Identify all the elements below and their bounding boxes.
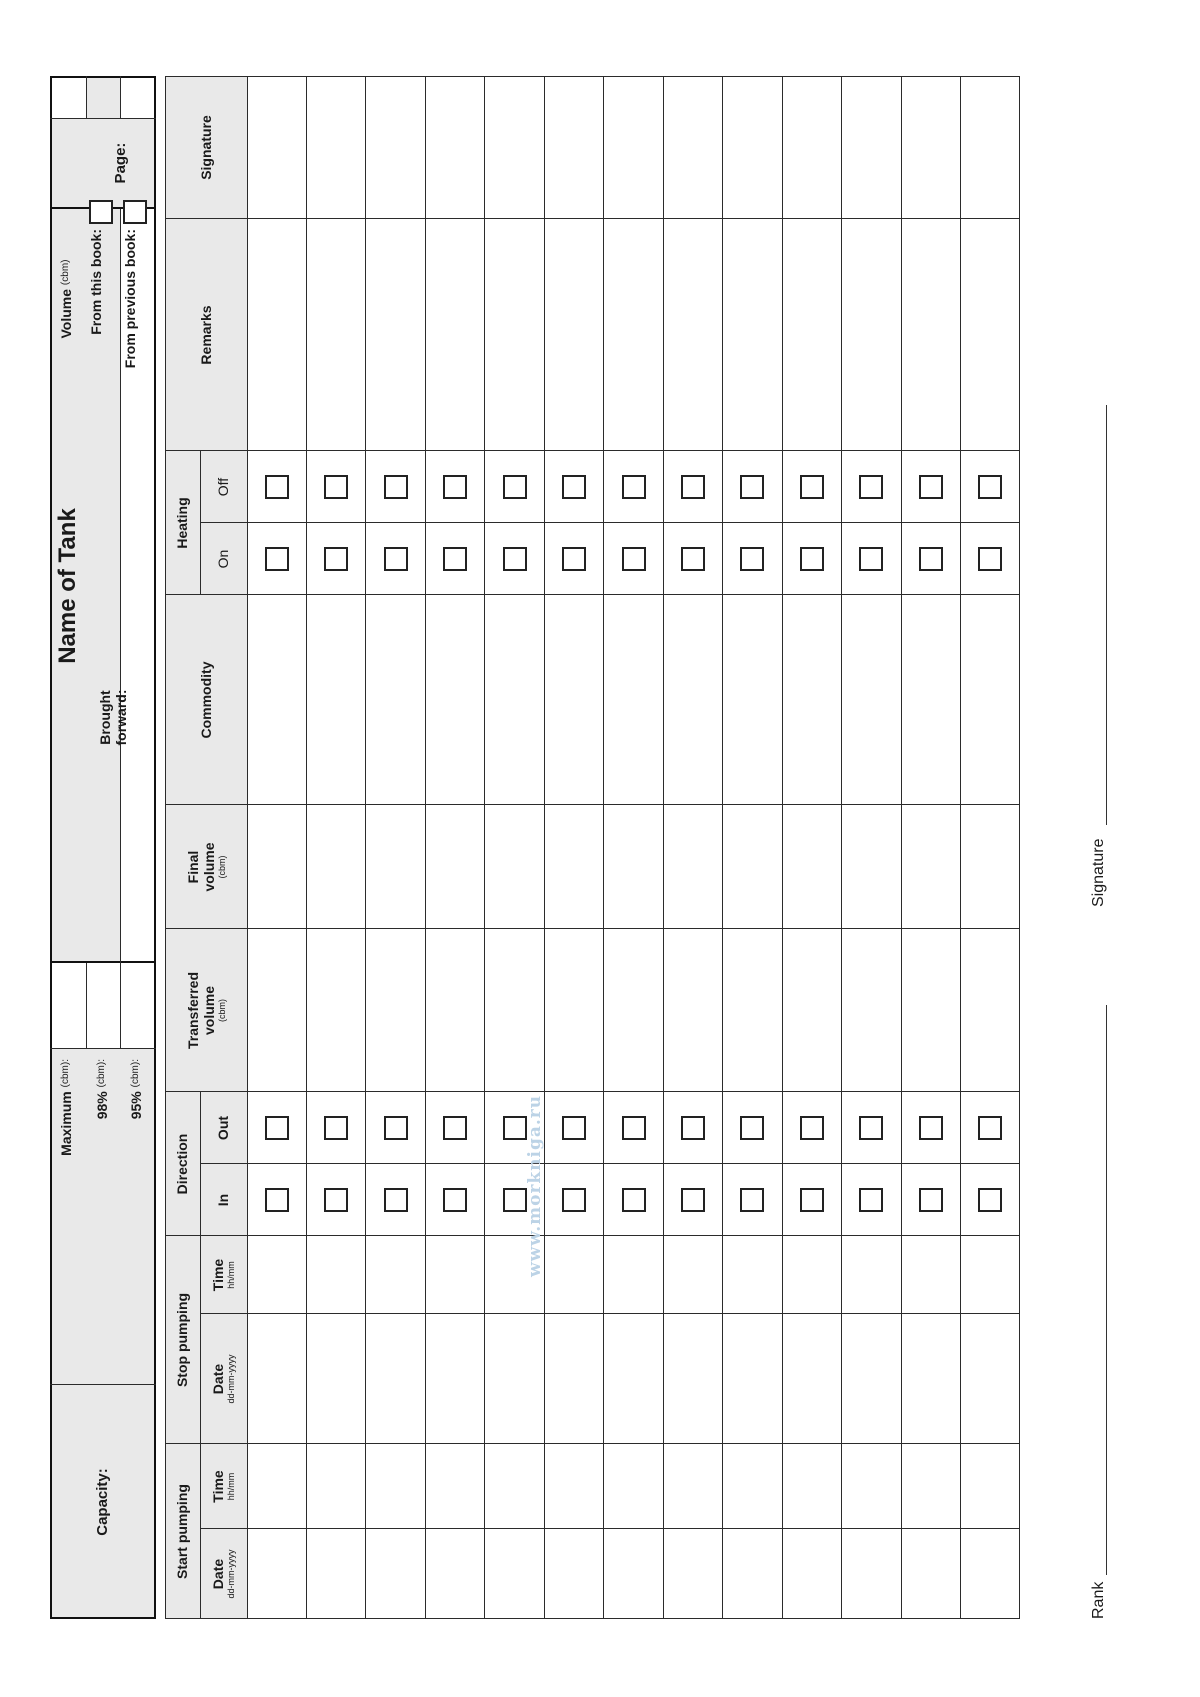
heating-on-checkbox[interactable] (681, 547, 705, 571)
direction-out-header: Out (215, 1115, 232, 1141)
capacity-label: Capacity: (94, 1468, 112, 1536)
direction-out-checkbox[interactable] (443, 1116, 467, 1140)
rank-label: Rank (1090, 1581, 1107, 1619)
start-date-header: Date dd-mm-yyyy (210, 1549, 237, 1599)
heating-on-checkbox[interactable] (800, 547, 824, 571)
signature-label: Signature (1090, 838, 1107, 907)
heating-off-checkbox[interactable] (265, 475, 289, 499)
heating-off-checkbox[interactable] (562, 475, 586, 499)
maximum-label: Maximum (cbm): (57, 1059, 74, 1156)
rank-line[interactable] (1106, 1005, 1107, 1575)
tank-title: Name of Tank (54, 508, 82, 664)
direction-in-checkbox[interactable] (800, 1188, 824, 1212)
direction-out-checkbox[interactable] (800, 1116, 824, 1140)
stop-time-header: Time hh/mm (210, 1258, 237, 1292)
direction-out-checkbox[interactable] (978, 1116, 1002, 1140)
direction-out-checkbox[interactable] (384, 1116, 408, 1140)
heating-off-checkbox[interactable] (800, 475, 824, 499)
signature-header: Signature (197, 115, 214, 180)
direction-out-checkbox[interactable] (740, 1116, 764, 1140)
direction-in-checkbox[interactable] (740, 1188, 764, 1212)
heating-on-checkbox[interactable] (978, 547, 1002, 571)
heating-off-checkbox[interactable] (740, 475, 764, 499)
page-label: Page: (112, 142, 130, 184)
pumping-log-table (165, 76, 1020, 1619)
direction-in-checkbox[interactable] (384, 1188, 408, 1212)
watermark: www.morkniga.ru (525, 1094, 545, 1277)
direction-out-checkbox[interactable] (503, 1116, 527, 1140)
stop-date-header: Date dd-mm-yyyy (210, 1354, 237, 1404)
direction-in-checkbox[interactable] (681, 1188, 705, 1212)
direction-in-header: In (215, 1193, 232, 1207)
direction-out-checkbox[interactable] (324, 1116, 348, 1140)
stop-pumping-header: Stop pumping (174, 1292, 191, 1388)
heating-off-checkbox[interactable] (681, 475, 705, 499)
direction-out-checkbox[interactable] (562, 1116, 586, 1140)
direction-out-checkbox[interactable] (681, 1116, 705, 1140)
heating-on-checkbox[interactable] (265, 547, 289, 571)
heating-off-checkbox[interactable] (324, 475, 348, 499)
direction-in-checkbox[interactable] (324, 1188, 348, 1212)
direction-in-checkbox[interactable] (562, 1188, 586, 1212)
tank-header (50, 76, 156, 1619)
heating-off-checkbox[interactable] (503, 475, 527, 499)
heating-off-checkbox[interactable] (859, 475, 883, 499)
heating-on-checkbox[interactable] (622, 547, 646, 571)
direction-in-checkbox[interactable] (978, 1188, 1002, 1212)
heating-on-checkbox[interactable] (384, 547, 408, 571)
transferred-volume-header: Transferred volume (cbm) (184, 971, 227, 1050)
remarks-header: Remarks (197, 305, 214, 365)
heating-on-checkbox[interactable] (740, 547, 764, 571)
direction-in-checkbox[interactable] (443, 1188, 467, 1212)
heating-on-header: On (215, 549, 232, 569)
direction-header: Direction (174, 1133, 191, 1195)
heating-off-checkbox[interactable] (443, 475, 467, 499)
heating-on-checkbox[interactable] (324, 547, 348, 571)
from-previous-book-label: From previous book: (121, 229, 138, 369)
direction-in-checkbox[interactable] (265, 1188, 289, 1212)
direction-out-checkbox[interactable] (919, 1116, 943, 1140)
heating-off-header: Off (215, 477, 232, 497)
heating-on-checkbox[interactable] (919, 547, 943, 571)
heating-on-checkbox[interactable] (443, 547, 467, 571)
direction-in-checkbox[interactable] (859, 1188, 883, 1212)
heating-off-checkbox[interactable] (622, 475, 646, 499)
direction-in-checkbox[interactable] (919, 1188, 943, 1212)
direction-in-checkbox[interactable] (503, 1188, 527, 1212)
heating-off-checkbox[interactable] (384, 475, 408, 499)
heating-on-checkbox[interactable] (859, 547, 883, 571)
page-number-field[interactable] (120, 78, 154, 118)
p95-label: 95% (cbm): (127, 1059, 144, 1120)
direction-out-checkbox[interactable] (859, 1116, 883, 1140)
direction-out-checkbox[interactable] (265, 1116, 289, 1140)
from-this-book-label: From this book: (87, 229, 104, 335)
start-time-header: Time hh/mm (210, 1470, 237, 1503)
heating-on-checkbox[interactable] (562, 547, 586, 571)
signature-line[interactable] (1106, 405, 1107, 825)
direction-out-checkbox[interactable] (622, 1116, 646, 1140)
brought-forward-label: Brought forward: (96, 689, 129, 746)
volume-label: Volume (cbm) (57, 259, 74, 339)
heating-off-checkbox[interactable] (919, 475, 943, 499)
start-pumping-header: Start pumping (174, 1484, 191, 1579)
final-volume-header: Final volume (cbm) (184, 842, 227, 892)
heating-on-checkbox[interactable] (503, 547, 527, 571)
direction-in-checkbox[interactable] (622, 1188, 646, 1212)
p98-label: 98% (cbm): (93, 1059, 110, 1120)
heating-off-checkbox[interactable] (978, 475, 1002, 499)
heating-header: Heating (174, 497, 191, 549)
commodity-header: Commodity (197, 661, 214, 739)
